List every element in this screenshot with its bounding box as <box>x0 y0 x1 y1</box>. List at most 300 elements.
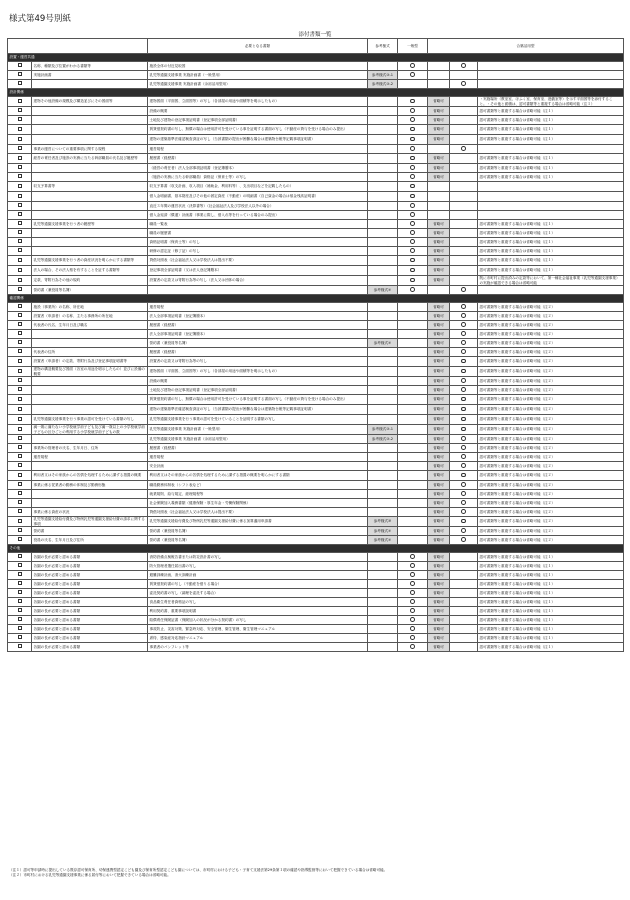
checkbox[interactable] <box>18 108 22 112</box>
item-cell <box>32 116 148 125</box>
checkbox[interactable] <box>18 590 22 594</box>
general-type-cell <box>398 173 428 182</box>
checkbox[interactable] <box>18 626 22 630</box>
section-header <box>8 89 624 97</box>
checkbox-cell <box>8 553 32 562</box>
document-cell: 食品衛生責任者資格証の写し <box>148 598 368 607</box>
general-type-cell <box>398 462 428 471</box>
reference-form-cell: 参考様式⑩ <box>368 517 398 527</box>
note-cell: 既に市町村に提出済みの定款等において、第一種社会福祉事業（乳児等通園支援事業）の実施が確認できる場合は省略可能 <box>478 276 624 286</box>
checkbox-cell <box>8 444 32 453</box>
document-cell: 誓約書（兼役員等名簿） <box>148 339 368 348</box>
item-cell: 事業の運営についての重要事項に関する規程 <box>32 145 148 154</box>
document-cell: 貸借対照表（社会福祉法人又は学校法人は提出不要） <box>148 256 368 266</box>
checkbox[interactable] <box>18 127 22 131</box>
checkbox[interactable] <box>18 581 22 585</box>
checkbox-cell <box>8 517 32 527</box>
omittable-cell: 省略可 <box>428 435 450 444</box>
item-cell: 各園の長が必要と認める書類 <box>32 553 148 562</box>
checkbox[interactable] <box>18 322 22 326</box>
checkbox-cell <box>8 97 32 107</box>
checkbox-cell <box>8 71 32 80</box>
checkbox[interactable] <box>18 572 22 576</box>
checkbox[interactable] <box>18 194 22 198</box>
reference-form-cell <box>368 62 398 71</box>
checkbox[interactable] <box>18 174 22 178</box>
item-cell: 設置者（申請者）の名称、主たる事務所の所在地 <box>32 312 148 321</box>
checkbox[interactable] <box>18 491 22 495</box>
checkbox[interactable] <box>18 509 22 513</box>
combined-type-cell <box>450 625 478 634</box>
reference-form-cell <box>368 229 398 238</box>
combined-type-cell <box>450 425 478 435</box>
reference-form-cell <box>368 357 398 367</box>
general-type-cell <box>398 220 428 229</box>
general-type-cell <box>398 357 428 367</box>
checkbox-cell <box>8 634 32 643</box>
table-row <box>8 508 624 517</box>
checkbox[interactable] <box>18 184 22 188</box>
reference-form-cell <box>368 107 398 116</box>
note-cell: 認可書類等と重複する場合は省略可能（注２） <box>478 444 624 453</box>
checkbox[interactable] <box>18 331 22 335</box>
section-title: 設置・運営共通 <box>8 54 624 62</box>
checkbox[interactable] <box>18 378 22 382</box>
note-cell: 認可書類等と重複する場合は省略可能（注２） <box>478 462 624 471</box>
item-cell: 定款、寄附行為その他の規約 <box>32 276 148 286</box>
checkbox[interactable] <box>18 563 22 567</box>
checkbox-cell <box>8 80 32 89</box>
combined-type-cell <box>450 386 478 395</box>
checkbox[interactable] <box>18 258 22 262</box>
document-cell: 乳児等通園支援事業を行う事業の認可を受けていることを証明する書類の写し <box>148 415 368 425</box>
reference-form-cell <box>368 444 398 453</box>
checkbox-cell <box>8 266 32 276</box>
combined-type-cell <box>450 481 478 490</box>
document-cell: 賠償責任保険証書（保険加入の状況が分かる契約書）の写し <box>148 616 368 625</box>
note-cell: 認可書類等と重複する場合は省略可能（注１） <box>478 125 624 135</box>
checkbox[interactable] <box>18 203 22 207</box>
section-title: 確認関係 <box>8 295 624 303</box>
required-mark-icon <box>461 436 466 441</box>
omittable-cell: 省略可 <box>428 453 450 462</box>
omittable-cell: 省略可 <box>428 589 450 598</box>
omittable-cell: 省略可 <box>428 415 450 425</box>
document-cell: 土地及び建物の登記事項証明書（登記事項全部証明書） <box>148 386 368 395</box>
table-row <box>8 247 624 256</box>
required-mark-icon <box>410 554 415 559</box>
item-cell: 各園の長が必要と認める書類 <box>32 589 148 598</box>
item-cell: 各園の長が必要と認める書類 <box>32 580 148 589</box>
omittable-cell: 省略可 <box>428 135 450 145</box>
checkbox[interactable] <box>18 500 22 504</box>
checkbox[interactable] <box>18 72 22 76</box>
note-cell <box>478 80 624 89</box>
item-cell <box>32 386 148 395</box>
table-row <box>8 330 624 339</box>
required-mark-icon <box>410 626 415 631</box>
combined-type-cell <box>450 490 478 499</box>
checkbox[interactable] <box>18 519 22 523</box>
document-cell: 虐待、感染症対応指針マニュアル <box>148 634 368 643</box>
omittable-cell: 省略可 <box>428 536 450 545</box>
required-mark-icon <box>410 108 415 113</box>
general-type-cell <box>398 330 428 339</box>
checkbox-cell <box>8 490 32 499</box>
omittable-cell: 省略可 <box>428 425 450 435</box>
document-cell: 貸借対照表（社会福祉法人又は学校法人は提出不要） <box>148 508 368 517</box>
checkbox[interactable] <box>18 407 22 411</box>
checkbox[interactable] <box>18 537 22 541</box>
required-mark-icon <box>461 397 466 402</box>
omittable-cell <box>428 182 450 192</box>
general-type-cell <box>398 415 428 425</box>
checkbox[interactable] <box>18 397 22 401</box>
checkbox[interactable] <box>18 63 22 67</box>
table-row <box>8 202 624 211</box>
checkbox[interactable] <box>18 349 22 353</box>
checkbox[interactable] <box>18 369 22 373</box>
required-mark-icon <box>461 445 466 450</box>
checkbox[interactable] <box>18 81 22 85</box>
checkbox[interactable] <box>18 239 22 243</box>
checkbox[interactable] <box>18 445 22 449</box>
required-mark-icon <box>410 268 415 273</box>
document-cell: 誓約書（兼役員等名簿） <box>148 527 368 536</box>
reference-form-cell: 参考様式⑦ <box>368 286 398 295</box>
checkbox-cell <box>8 202 32 211</box>
table-row <box>8 625 624 634</box>
checkbox-cell <box>8 164 32 173</box>
item-cell: 事業に係る従業者の勤務の体制及び勤務形態 <box>32 481 148 490</box>
document-cell: 事故防止、災害対策、緊急時対応、安全管理、衛生管理、衛生管理マニュアル <box>148 625 368 634</box>
combined-type-cell <box>450 154 478 164</box>
reference-form-cell <box>368 625 398 634</box>
combined-type-cell <box>450 471 478 481</box>
note-cell: ・実施場所（教室室、ほふく室、保育室、遊戯室等）を示す平面図等を添付すること。・その他と面積は、認可書類等と重複する場合は省略可能（注１） <box>478 97 624 107</box>
table-row <box>8 229 624 238</box>
checkbox-cell <box>8 62 32 71</box>
checkbox[interactable] <box>18 473 22 477</box>
checkbox[interactable] <box>18 454 22 458</box>
checkbox[interactable] <box>18 417 22 421</box>
reference-form-cell <box>368 462 398 471</box>
document-cell: 建物図面（平面図、立面図等）の写し（各部屋の用途や面積等を明示したもの） <box>148 367 368 377</box>
item-cell <box>32 405 148 415</box>
reference-form-cell: 参考様式⑦ <box>368 536 398 545</box>
omittable-cell: 省略可 <box>428 238 450 247</box>
note-cell: 認可書類等と重複する場合は省略可能（注２） <box>478 425 624 435</box>
combined-type-cell <box>450 589 478 598</box>
document-cell: 職員の履歴書 <box>148 229 368 238</box>
checkbox-cell <box>8 192 32 202</box>
required-mark-icon <box>461 473 466 478</box>
attachment-list-table <box>7 38 624 652</box>
item-cell: 事業所の管理者の氏名、生年月日、住所 <box>32 444 148 453</box>
checkbox[interactable] <box>18 212 22 216</box>
checkbox-cell <box>8 286 32 295</box>
reference-form-cell <box>368 256 398 266</box>
checkbox[interactable] <box>18 268 22 272</box>
form-number: 様式第49号別紙 <box>9 14 71 24</box>
note-cell: 認可書類等と重複する場合は省略可能（注２） <box>478 367 624 377</box>
combined-type-cell <box>450 220 478 229</box>
checkbox[interactable] <box>18 528 22 532</box>
combined-type-cell <box>450 517 478 527</box>
section-title: その他 <box>8 545 624 553</box>
document-cell: 利用契約書、重要事項説明書 <box>148 607 368 616</box>
note-cell: 認可書類等と重複する場合は省略可能（注２） <box>478 386 624 395</box>
checkbox[interactable] <box>18 387 22 391</box>
document-cell: 安全計画 <box>148 462 368 471</box>
general-type-cell <box>398 405 428 415</box>
checkbox[interactable] <box>18 117 22 121</box>
checkbox[interactable] <box>18 463 22 467</box>
table-row <box>8 453 624 462</box>
reference-form-cell <box>368 598 398 607</box>
general-type-cell <box>398 256 428 266</box>
item-cell <box>32 462 148 471</box>
table-row <box>8 444 624 453</box>
required-mark-icon <box>461 369 466 374</box>
combined-type-cell <box>450 62 478 71</box>
note-cell: 認可書類等と重複する場合は省略可能（注２） <box>478 490 624 499</box>
combined-type-cell <box>450 266 478 276</box>
header-item <box>8 39 148 54</box>
omittable-cell: 省略可 <box>428 154 450 164</box>
item-cell <box>32 377 148 386</box>
required-mark-icon <box>410 203 415 208</box>
note-cell: 認可書類等と重複する場合は省略可能（注１） <box>478 107 624 116</box>
item-cell: 各園の長が必要と認める書類 <box>32 562 148 571</box>
note-cell: 認可書類等と重複する場合は省略可能（注１） <box>478 643 624 652</box>
note-cell: 認可書類等と重複する場合は省略可能（注１） <box>478 625 624 634</box>
required-mark-icon <box>461 359 466 364</box>
note-cell: 認可書類等と重複する場合は省略可能（注１） <box>478 553 624 562</box>
document-cell: 設備の概要 <box>148 107 368 116</box>
checkbox[interactable] <box>18 304 22 308</box>
checkbox[interactable] <box>18 221 22 225</box>
table-row <box>8 135 624 145</box>
required-mark-icon <box>461 519 466 524</box>
document-cell: 収支予算書（収支計画、収入項目（補助金、利用料等）、支出項目などを記載したもの） <box>148 182 368 192</box>
general-type-cell <box>398 339 428 348</box>
note-cell: 認可書類等と重複する場合は省略可能（注１） <box>478 598 624 607</box>
reference-form-cell <box>368 182 398 192</box>
checkbox[interactable] <box>18 427 22 431</box>
reference-form-cell <box>368 154 398 164</box>
item-cell: 満一歳に満たない小学校就学前子ども及び満一歳以上の小学校就学前子どもの区分ごとの利用する小学校就学前子どもの数 <box>32 425 148 435</box>
required-mark-icon <box>410 617 415 622</box>
table-row <box>8 211 624 220</box>
checkbox[interactable] <box>18 146 22 150</box>
required-mark-icon <box>410 278 415 283</box>
table-row <box>8 607 624 616</box>
checkbox[interactable] <box>18 165 22 169</box>
note-cell: 認可書類等と重複する場合は省略可能（注２） <box>478 339 624 348</box>
item-cell: 各園の長が必要と認める書類 <box>32 607 148 616</box>
checkbox[interactable] <box>18 99 22 103</box>
omittable-cell <box>428 80 450 89</box>
table-row <box>8 405 624 415</box>
reference-form-cell <box>368 386 398 395</box>
note-cell <box>478 62 624 71</box>
document-cell: 乳児等通園支援事業 実施計画書（一般型用） <box>148 425 368 435</box>
table-row <box>8 286 624 295</box>
item-cell <box>32 339 148 348</box>
omittable-cell: 省略可 <box>428 247 450 256</box>
required-mark-icon <box>410 117 415 122</box>
general-type-cell <box>398 643 428 652</box>
required-mark-icon <box>461 491 466 496</box>
required-mark-icon <box>410 194 415 199</box>
checkbox-cell <box>8 116 32 125</box>
required-mark-icon <box>461 287 466 292</box>
item-cell <box>32 135 148 145</box>
combined-type-cell <box>450 116 478 125</box>
note-cell: 認可書類等と重複する場合は省略可能（注１） <box>478 634 624 643</box>
item-cell: 各園の長が必要と認める書類 <box>32 616 148 625</box>
reference-form-cell <box>368 303 398 312</box>
omittable-cell: 省略可 <box>428 173 450 182</box>
checkbox[interactable] <box>18 617 22 621</box>
note-cell: 認可書類等と重複する場合は省略可能（注１） <box>478 229 624 238</box>
table-row <box>8 471 624 481</box>
table-header-row <box>8 39 624 54</box>
combined-type-cell <box>450 571 478 580</box>
item-cell <box>32 173 148 182</box>
general-type-cell <box>398 607 428 616</box>
general-type-cell <box>398 266 428 276</box>
checkbox[interactable] <box>18 248 22 252</box>
document-cell: 登記事項全部証明書（又は法人登記簿謄本） <box>148 266 368 276</box>
checkbox[interactable] <box>18 156 22 160</box>
checkbox[interactable] <box>18 313 22 317</box>
omittable-cell: 省略可 <box>428 499 450 508</box>
combined-type-cell <box>450 276 478 286</box>
checkbox-cell <box>8 462 32 471</box>
checkbox-cell <box>8 607 32 616</box>
table-row <box>8 276 624 286</box>
reference-form-cell <box>368 553 398 562</box>
item-cell: 設置者（申請者）の定款、寄附行為及び登記事項証明書等 <box>32 357 148 367</box>
required-mark-icon <box>410 608 415 613</box>
note-cell: 認可書類等と重複する場合は省略可能（注２） <box>478 348 624 357</box>
checkbox[interactable] <box>18 359 22 363</box>
required-mark-icon <box>410 99 415 104</box>
required-mark-icon <box>410 248 415 253</box>
note-cell: 認可書類等と重複する場合は省略可能（注２） <box>478 395 624 405</box>
section-title: 設計関係 <box>8 89 624 97</box>
reference-form-cell <box>368 562 398 571</box>
checkbox-cell <box>8 499 32 508</box>
combined-type-cell <box>450 211 478 220</box>
note-cell: 認可書類等と重複する場合は省略可能（注１） <box>478 580 624 589</box>
reference-form-cell <box>368 276 398 286</box>
general-type-cell <box>398 395 428 405</box>
note-cell: 認可書類等と重複する場合は省略可能（注１） <box>478 135 624 145</box>
checkbox[interactable] <box>18 278 22 282</box>
checkbox[interactable] <box>18 230 22 234</box>
omittable-cell <box>428 71 450 80</box>
table-row <box>8 536 624 545</box>
omittable-cell: 省略可 <box>428 444 450 453</box>
footnote-1: （注１）認可等申請時に提出している既存認可保育所、幼保連携型認定こども園及び保育所型認定こども園については、市町村における子ども・子育て支援法第29条第１項の確認や指導監督等において把握できている場合は省略可能。 <box>9 868 388 872</box>
general-type-cell <box>398 125 428 135</box>
item-cell <box>32 211 148 220</box>
footnotes <box>9 868 621 878</box>
checkbox[interactable] <box>18 608 22 612</box>
required-mark-icon <box>410 572 415 577</box>
table-row <box>8 435 624 444</box>
combined-type-cell <box>450 616 478 625</box>
reference-form-cell <box>368 481 398 490</box>
checkbox[interactable] <box>18 137 22 141</box>
checkbox[interactable] <box>18 482 22 486</box>
general-type-cell <box>398 164 428 173</box>
general-type-cell <box>398 481 428 490</box>
omittable-cell: 省略可 <box>428 527 450 536</box>
general-type-cell <box>398 580 428 589</box>
required-mark-icon <box>410 174 415 179</box>
document-cell: 職員勤務体制表（シフト表など） <box>148 481 368 490</box>
table-row <box>8 71 624 80</box>
document-cell: 乳児等通園支援事業 実施計画書（余裕活用型用） <box>148 80 368 89</box>
checkbox-cell <box>8 527 32 536</box>
item-cell: 代表者の住所 <box>32 348 148 357</box>
reference-form-cell <box>368 499 398 508</box>
general-type-cell <box>398 616 428 625</box>
table-row <box>8 415 624 425</box>
combined-type-cell <box>450 598 478 607</box>
checkbox[interactable] <box>18 287 22 291</box>
combined-type-cell <box>450 303 478 312</box>
table-row <box>8 634 624 643</box>
omittable-cell: 省略可 <box>428 357 450 367</box>
checkbox-cell <box>8 211 32 220</box>
table-row <box>8 192 624 202</box>
required-mark-icon <box>461 387 466 392</box>
document-cell: 施設全体の付近見取図 <box>148 62 368 71</box>
table-row <box>8 339 624 348</box>
omittable-cell: 省略可 <box>428 125 450 135</box>
checkbox[interactable] <box>18 635 22 639</box>
document-cell: 土地及び建物の登記事項証明書（登記事項全部証明書） <box>148 116 368 125</box>
checkbox[interactable] <box>18 599 22 603</box>
table-row <box>8 481 624 490</box>
omittable-cell <box>428 62 450 71</box>
checkbox[interactable] <box>18 554 22 558</box>
combined-type-cell <box>450 462 478 471</box>
omittable-cell: 省略可 <box>428 607 450 616</box>
document-cell: 就業規則、給与規定、経理規程等 <box>148 490 368 499</box>
required-mark-icon <box>461 509 466 514</box>
reference-form-cell <box>368 580 398 589</box>
combined-type-cell <box>450 80 478 89</box>
checkbox[interactable] <box>18 644 22 648</box>
item-cell: 役員の氏名、生年月日及び住所 <box>32 536 148 545</box>
checkbox-cell <box>8 571 32 580</box>
checkbox[interactable] <box>18 436 22 440</box>
item-cell <box>32 202 148 211</box>
combined-type-cell <box>450 107 478 116</box>
note-cell: 認可書類等と重複する場合は省略可能（注１） <box>478 238 624 247</box>
reference-form-cell <box>368 607 398 616</box>
note-cell: 認可書類等と重複する場合は省略可能（注１） <box>478 154 624 164</box>
combined-type-cell <box>450 453 478 462</box>
checkbox-cell <box>8 107 32 116</box>
checkbox[interactable] <box>18 340 22 344</box>
